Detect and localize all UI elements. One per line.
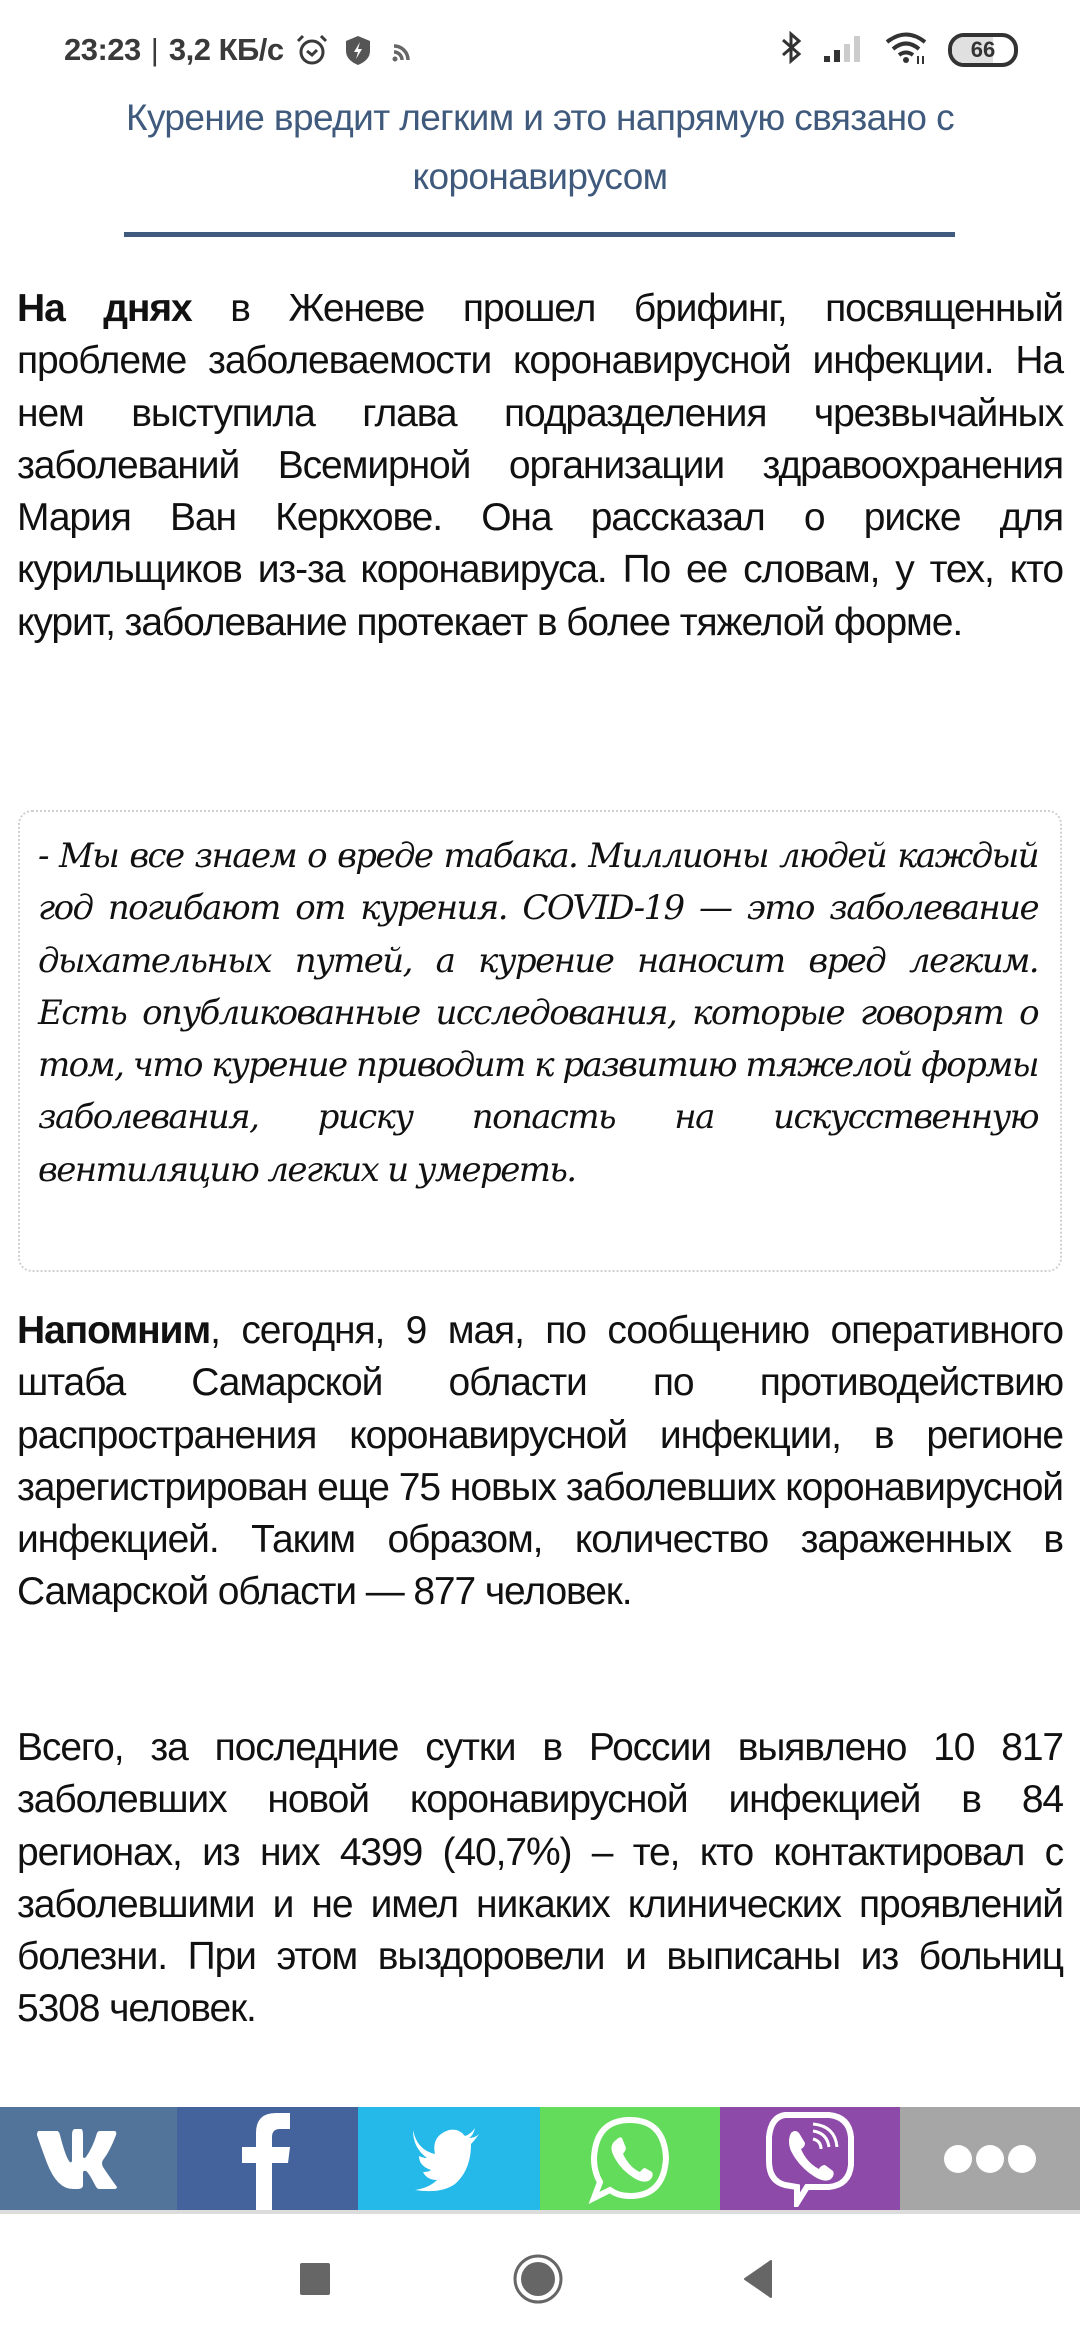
share-whatsapp-button[interactable] <box>540 2107 720 2210</box>
share-twitter-button[interactable] <box>358 2107 540 2210</box>
battery-indicator <box>948 33 1018 67</box>
cast-icon <box>386 32 422 68</box>
status-time: 23:23 <box>64 32 141 67</box>
more-dots-icon <box>942 2143 1038 2175</box>
network-speed: 3,2 КБ/с <box>168 32 284 67</box>
whatsapp-icon <box>588 2114 672 2204</box>
alarm-icon <box>294 32 330 68</box>
paragraph-2-text: , сегодня, 9 мая, по сообщению оперативного штаба Самарской области по противодействию распространения коронавирусной инфекции, в регионе зарегистрирован еще 75 новых заболевших коронавирусной инфекцией. Таким образом, количество зараженных в Самарской области — 877 человек. <box>17 1309 1063 1614</box>
status-bar-right <box>780 30 1018 70</box>
bluetooth-icon <box>780 30 804 71</box>
status-bar-left <box>64 28 422 72</box>
paragraph-2-lead: Напомним <box>17 1309 211 1352</box>
twitter-icon <box>409 2124 489 2194</box>
status-separator: | <box>150 32 159 67</box>
share-vk-button[interactable] <box>0 2107 177 2210</box>
wifi-icon <box>884 30 930 71</box>
recents-square-icon <box>299 2262 331 2296</box>
recents-button[interactable] <box>285 2249 345 2309</box>
system-navigation-bar <box>0 2214 1080 2340</box>
home-circle-icon <box>512 2253 564 2305</box>
signal-icon <box>822 32 866 69</box>
battery-level: 66 <box>970 37 996 62</box>
share-bar <box>0 2107 1080 2214</box>
back-button[interactable] <box>728 2249 788 2309</box>
share-viber-button[interactable] <box>720 2107 900 2210</box>
vk-icon <box>37 2127 141 2191</box>
share-facebook-button[interactable] <box>177 2107 358 2210</box>
paragraph-1-lead: На днях <box>17 287 192 330</box>
title-divider <box>124 232 955 237</box>
status-bar <box>0 0 1080 80</box>
share-more-button[interactable] <box>900 2107 1080 2210</box>
home-button[interactable] <box>508 2249 568 2309</box>
quote-text: - Мы все знаем о вреде табака. Миллионы людей каждый год погибают от курения. COVID-19 — это заболевание дыхательных путей, а курение наносит вред легким. Есть опубликованные исследования, которые говорят о том, что курение приводит к развитию тяжелой формы заболевания, риску попасть на искусственную вентиляцию легких и умереть. <box>38 836 1038 1190</box>
article-title: Курение вредит легким и это напрямую связано с коронавирусом <box>125 97 954 197</box>
facebook-icon <box>238 2107 298 2210</box>
article-paragraph-3: Всего, за последние сутки в России выявлено 10 817 заболевших новой коронавирусной инфекцией в 84 регионах, из них 4399 (40,7%) – те, кто контактировал с заболевшими и не имел никаких клинических проявлений болезни. При этом выздоровели и выписаны из больниц 5308 человек. <box>17 1726 1063 2031</box>
article-paragraph-2 <box>17 1305 1063 1619</box>
article-paragraph-1 <box>17 283 1063 649</box>
shield-bolt-icon <box>340 32 376 68</box>
viber-icon <box>765 2111 855 2207</box>
back-triangle-icon <box>743 2259 773 2299</box>
paragraph-1-text: в Женеве прошел брифинг, посвященный проблеме заболеваемости коронавирусной инфекции. На нем выступила глава подразделения чрезвычайных заболеваний Всемирной организации здравоохранения Мария Ван Керкхове. Она рассказал о риске для курильщиков из-за коронавируса. По ее словам, у тех, кто курит, заболевание протекает в более тяжелой форме. <box>17 287 1063 644</box>
